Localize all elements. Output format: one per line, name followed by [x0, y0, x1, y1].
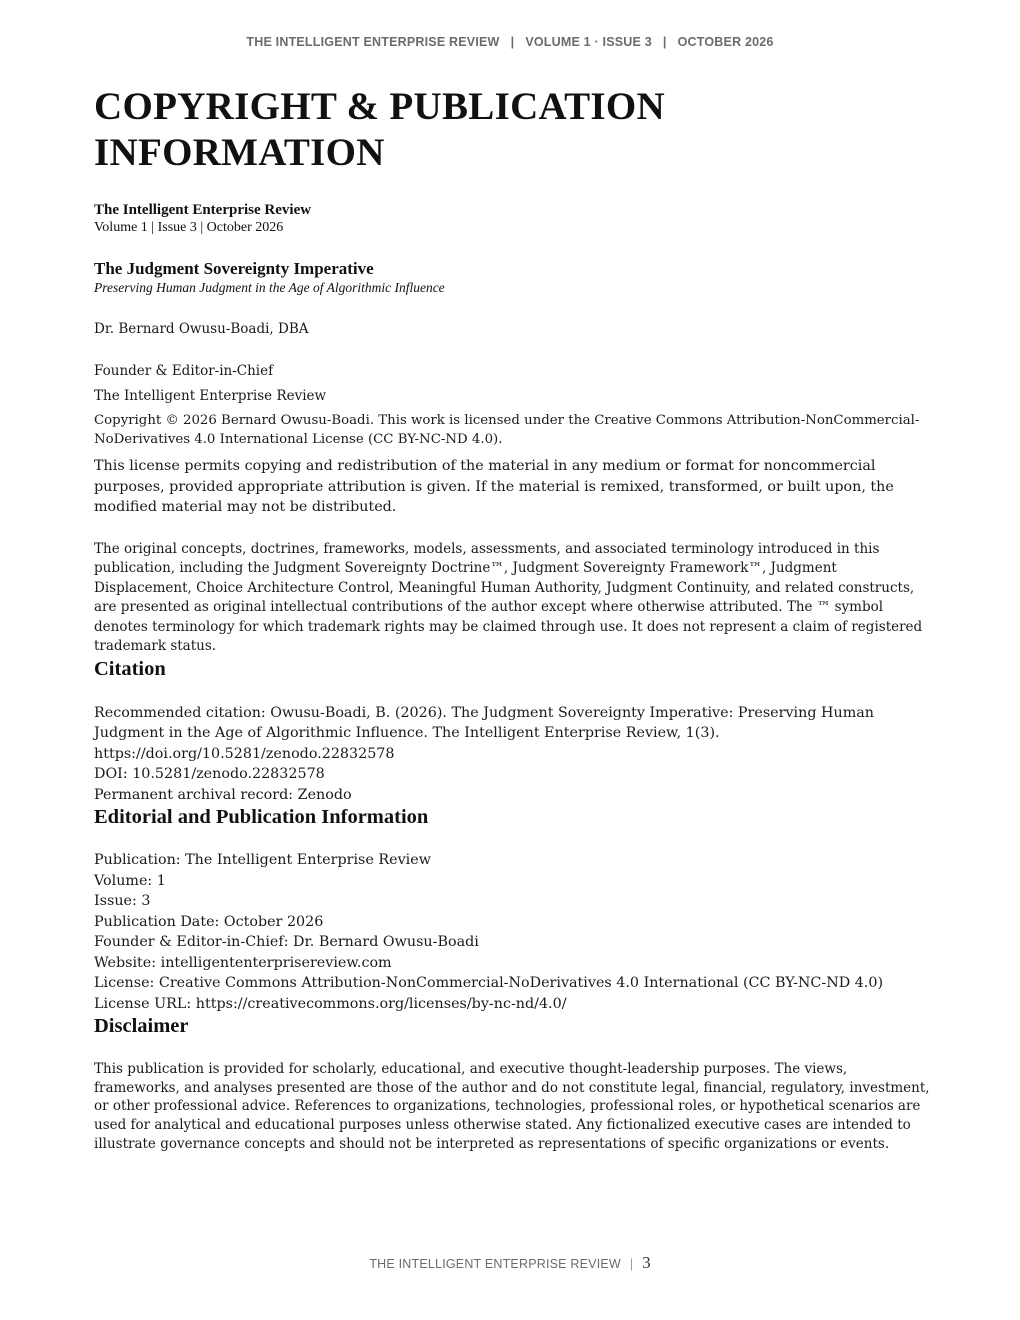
editorial-heading: Editorial and Publication Information — [94, 806, 429, 828]
running-header-volume-issue: VOLUME 1 · ISSUE 3 — [525, 35, 652, 49]
article-block — [94, 259, 934, 296]
copyright-notice: Copyright © 2026 Bernard Owusu-Boadi. This work is licensed under the Creative Commons Attribution-NonCommercial-NoDerivatives 4.0 International License (CC BY-NC-ND 4.0). — [94, 413, 920, 447]
author-role: Founder & Editor-in-Chief — [94, 363, 274, 379]
editorial-item-website: Website: intelligententerprisereview.com — [94, 954, 392, 971]
page-content — [94, 84, 934, 1154]
journal-name: The Intelligent Enterprise Review — [94, 202, 312, 218]
citation-archive: Permanent archival record: Zenodo — [94, 786, 352, 803]
editorial-item-publication: Publication: The Intelligent Enterprise Review — [94, 852, 431, 868]
citation-doi: DOI: 10.5281/zenodo.22832578 — [94, 766, 325, 782]
license-terms: This license permits copying and redistribution of the material in any medium or format for noncommercial purposes, provided appropriate attribution is given. If the material is remixed, transformed, or built upon, the modified material may not be distributed. — [94, 458, 894, 515]
running-header-separator: | — [510, 35, 515, 49]
disclaimer-heading: Disclaimer — [94, 1015, 189, 1037]
journal-issue-line: Volume 1 | Issue 3 | October 2026 — [94, 220, 284, 235]
journal-block — [94, 202, 934, 236]
editorial-item-license: License: Creative Commons Attribution-NonCommercial-NoDerivatives 4.0 International (CC BY-NC-ND 4.0) — [94, 975, 884, 991]
author-name: Dr. Bernard Owusu-Boadi, DBA — [94, 321, 309, 337]
running-header-separator: | — [662, 35, 667, 49]
recommended-citation: Recommended citation: Owusu-Boadi, B. (2026). The Judgment Sovereignty Imperative: Preserving Human Judgment in the Age of Algorithmic Influence. The Intelligent Enterprise Review, 1(3). https://doi.org/10.5281/zenodo.22832578 — [94, 704, 874, 762]
citation-heading: Citation — [94, 657, 166, 680]
editorial-item-volume: Volume: 1 — [94, 872, 166, 889]
article-title: The Judgment Sovereignty Imperative — [94, 259, 374, 278]
disclaimer-text: This publication is provided for scholarly, educational, and executive thought-leadership purposes. The views, frameworks, and analyses presented are those of the author and do not constitute legal, financial, regulatory, investment, or other professional advice. References to organizations, technologies, professional roles, or hypothetical scenarios are used for analytical and educational purposes unless otherwise stated. Any fictionalized executive cases are intended to illustrate governance concepts and should not be interpreted as representations of specific organizations or events. — [94, 1061, 930, 1152]
editorial-list — [94, 850, 934, 1014]
citation-block — [94, 703, 934, 806]
editorial-item-date: Publication Date: October 2026 — [94, 913, 324, 930]
editorial-item-issue: Issue: 3 — [94, 893, 151, 909]
editorial-item-license-url: License URL: https://creativecommons.org/licenses/by-nc-nd/4.0/ — [94, 995, 567, 1012]
running-header-journal: THE INTELLIGENT ENTERPRISE REVIEW — [246, 35, 500, 49]
running-header-date: OCTOBER 2026 — [677, 35, 774, 49]
editorial-item-editor: Founder & Editor-in-Chief: Dr. Bernard Owusu-Boadi — [94, 934, 479, 950]
footer-journal: THE INTELLIGENT ENTERPRISE REVIEW — [369, 1257, 621, 1271]
article-subtitle: Preserving Human Judgment in the Age of Algorithmic Influence — [94, 280, 445, 295]
author-organization: The Intelligent Enterprise Review — [94, 388, 327, 404]
page-title: COPYRIGHT & PUBLICATION INFORMATION — [94, 85, 666, 174]
page-number: 3 — [642, 1253, 651, 1272]
footer-separator: | — [629, 1257, 634, 1271]
running-header — [0, 35, 1020, 49]
concepts-notice: The original concepts, doctrines, frameworks, models, assessments, and associated terminology introduced in this publication, including the Judgment Sovereignty Doctrine™, Judgment Sovereignty Framework™, Judgment Displacement, Choice Architecture Control, Meaningful Human Authority, Judgment Continuity, and related constructs, are presented as original intellectual contributions of the author except where otherwise attributed. The ™ symbol denotes terminology for which trademark rights may be claimed through use. It does not represent a claim of registered trademark status. — [94, 540, 923, 654]
page-footer — [0, 1253, 1020, 1273]
